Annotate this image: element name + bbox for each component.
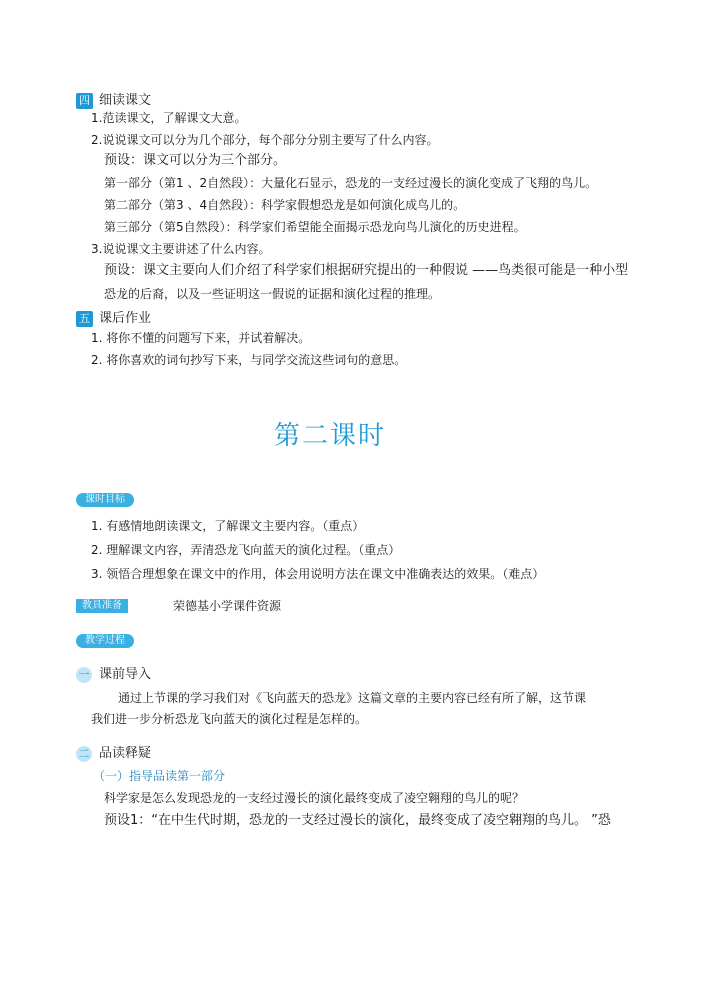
prep-text: 荣德基小学课件资源 — [173, 599, 282, 613]
step-2-preset: 预设1：“在中生代时期，恐龙的一支经过漫长的演化，最终变成了凌空翱翔的鸟儿。 ”恐 — [104, 813, 611, 828]
section-4-preset-2-line-2: 恐龙的后裔，以及一些证明这一假说的证据和演化过程的推理。 — [104, 287, 441, 301]
section-5-item-1: 1. 将你不懂的问题写下来，并试着解决。 — [91, 331, 311, 345]
step-1-badge: 一 — [76, 667, 92, 683]
step-2-badge: 二 — [76, 746, 92, 762]
step-2-subheading: （一）指导品读第一部分 — [93, 769, 226, 783]
section-5-item-2: 2. 将你喜欢的词句抄写下来，与同学交流这些词句的意思。 — [91, 353, 407, 367]
goal-item-3: 3. 领悟合理想象在课文中的作用，体会用说明方法在课文中准确表达的效果。（难点） — [91, 567, 545, 581]
step-2-heading: 品读释疑 — [99, 746, 152, 761]
section-4-item-3: 3.说说课文主要讲述了什么内容。 — [91, 242, 271, 256]
step-1-line-2: 我们进一步分析恐龙飞向蓝天的演化过程是怎样的。 — [91, 712, 368, 726]
section-4-part-2: 第二部分（第3 、4自然段）：科学家假想恐龙是如何演化成鸟儿的。 — [104, 198, 466, 212]
step-1-heading: 课前导入 — [99, 667, 152, 682]
goal-item-1: 1. 有感情地朗读课文，了解课文主要内容。（重点） — [91, 519, 365, 533]
section-4-badge: 四 — [76, 93, 93, 109]
goals-tag: 课时目标 — [76, 493, 134, 507]
section-5-badge: 五 — [76, 311, 93, 327]
section-4-item-2: 2.说说课文可以分为几个部分，每个部分分别主要写了什么内容。 — [91, 133, 439, 147]
section-4-heading: 细读课文 — [99, 93, 152, 108]
section-4-item-1: 1.范读课文，了解课文大意。 — [91, 111, 247, 125]
lesson-title: 第二课时 — [273, 421, 386, 451]
section-4-part-1: 第一部分（第1 、2自然段）：大量化石显示，恐龙的一支经过漫长的演化变成了飞翔的鸟儿。 — [104, 176, 598, 190]
process-tag: 教学过程 — [76, 634, 134, 648]
step-2-question: 科学家是怎么发现恐龙的一支经过漫长的演化最终变成了凌空翱翔的鸟儿的呢？ — [104, 791, 525, 805]
section-4-preset: 预设：课文可以分为三个部分。 — [104, 153, 287, 168]
section-4-part-3: 第三部分（第5自然段）：科学家们希望能全面揭示恐龙向鸟儿演化的历史进程。 — [104, 220, 526, 234]
section-5-heading: 课后作业 — [99, 311, 152, 326]
section-4-preset-2-line-1: 预设：课文主要向人们介绍了科学家们根据研究提出的一种假说 ——鸟类很可能是一种小型 — [104, 263, 629, 278]
goal-item-2: 2. 理解课文内容，弄清恐龙飞向蓝天的演化过程。（重点） — [91, 543, 401, 557]
prep-tag: 教具准备 — [76, 599, 128, 613]
step-1-line-1: 通过上节课的学习我们对《飞向蓝天的恐龙》这篇文章的主要内容已经有所了解，这节课 — [118, 691, 587, 705]
